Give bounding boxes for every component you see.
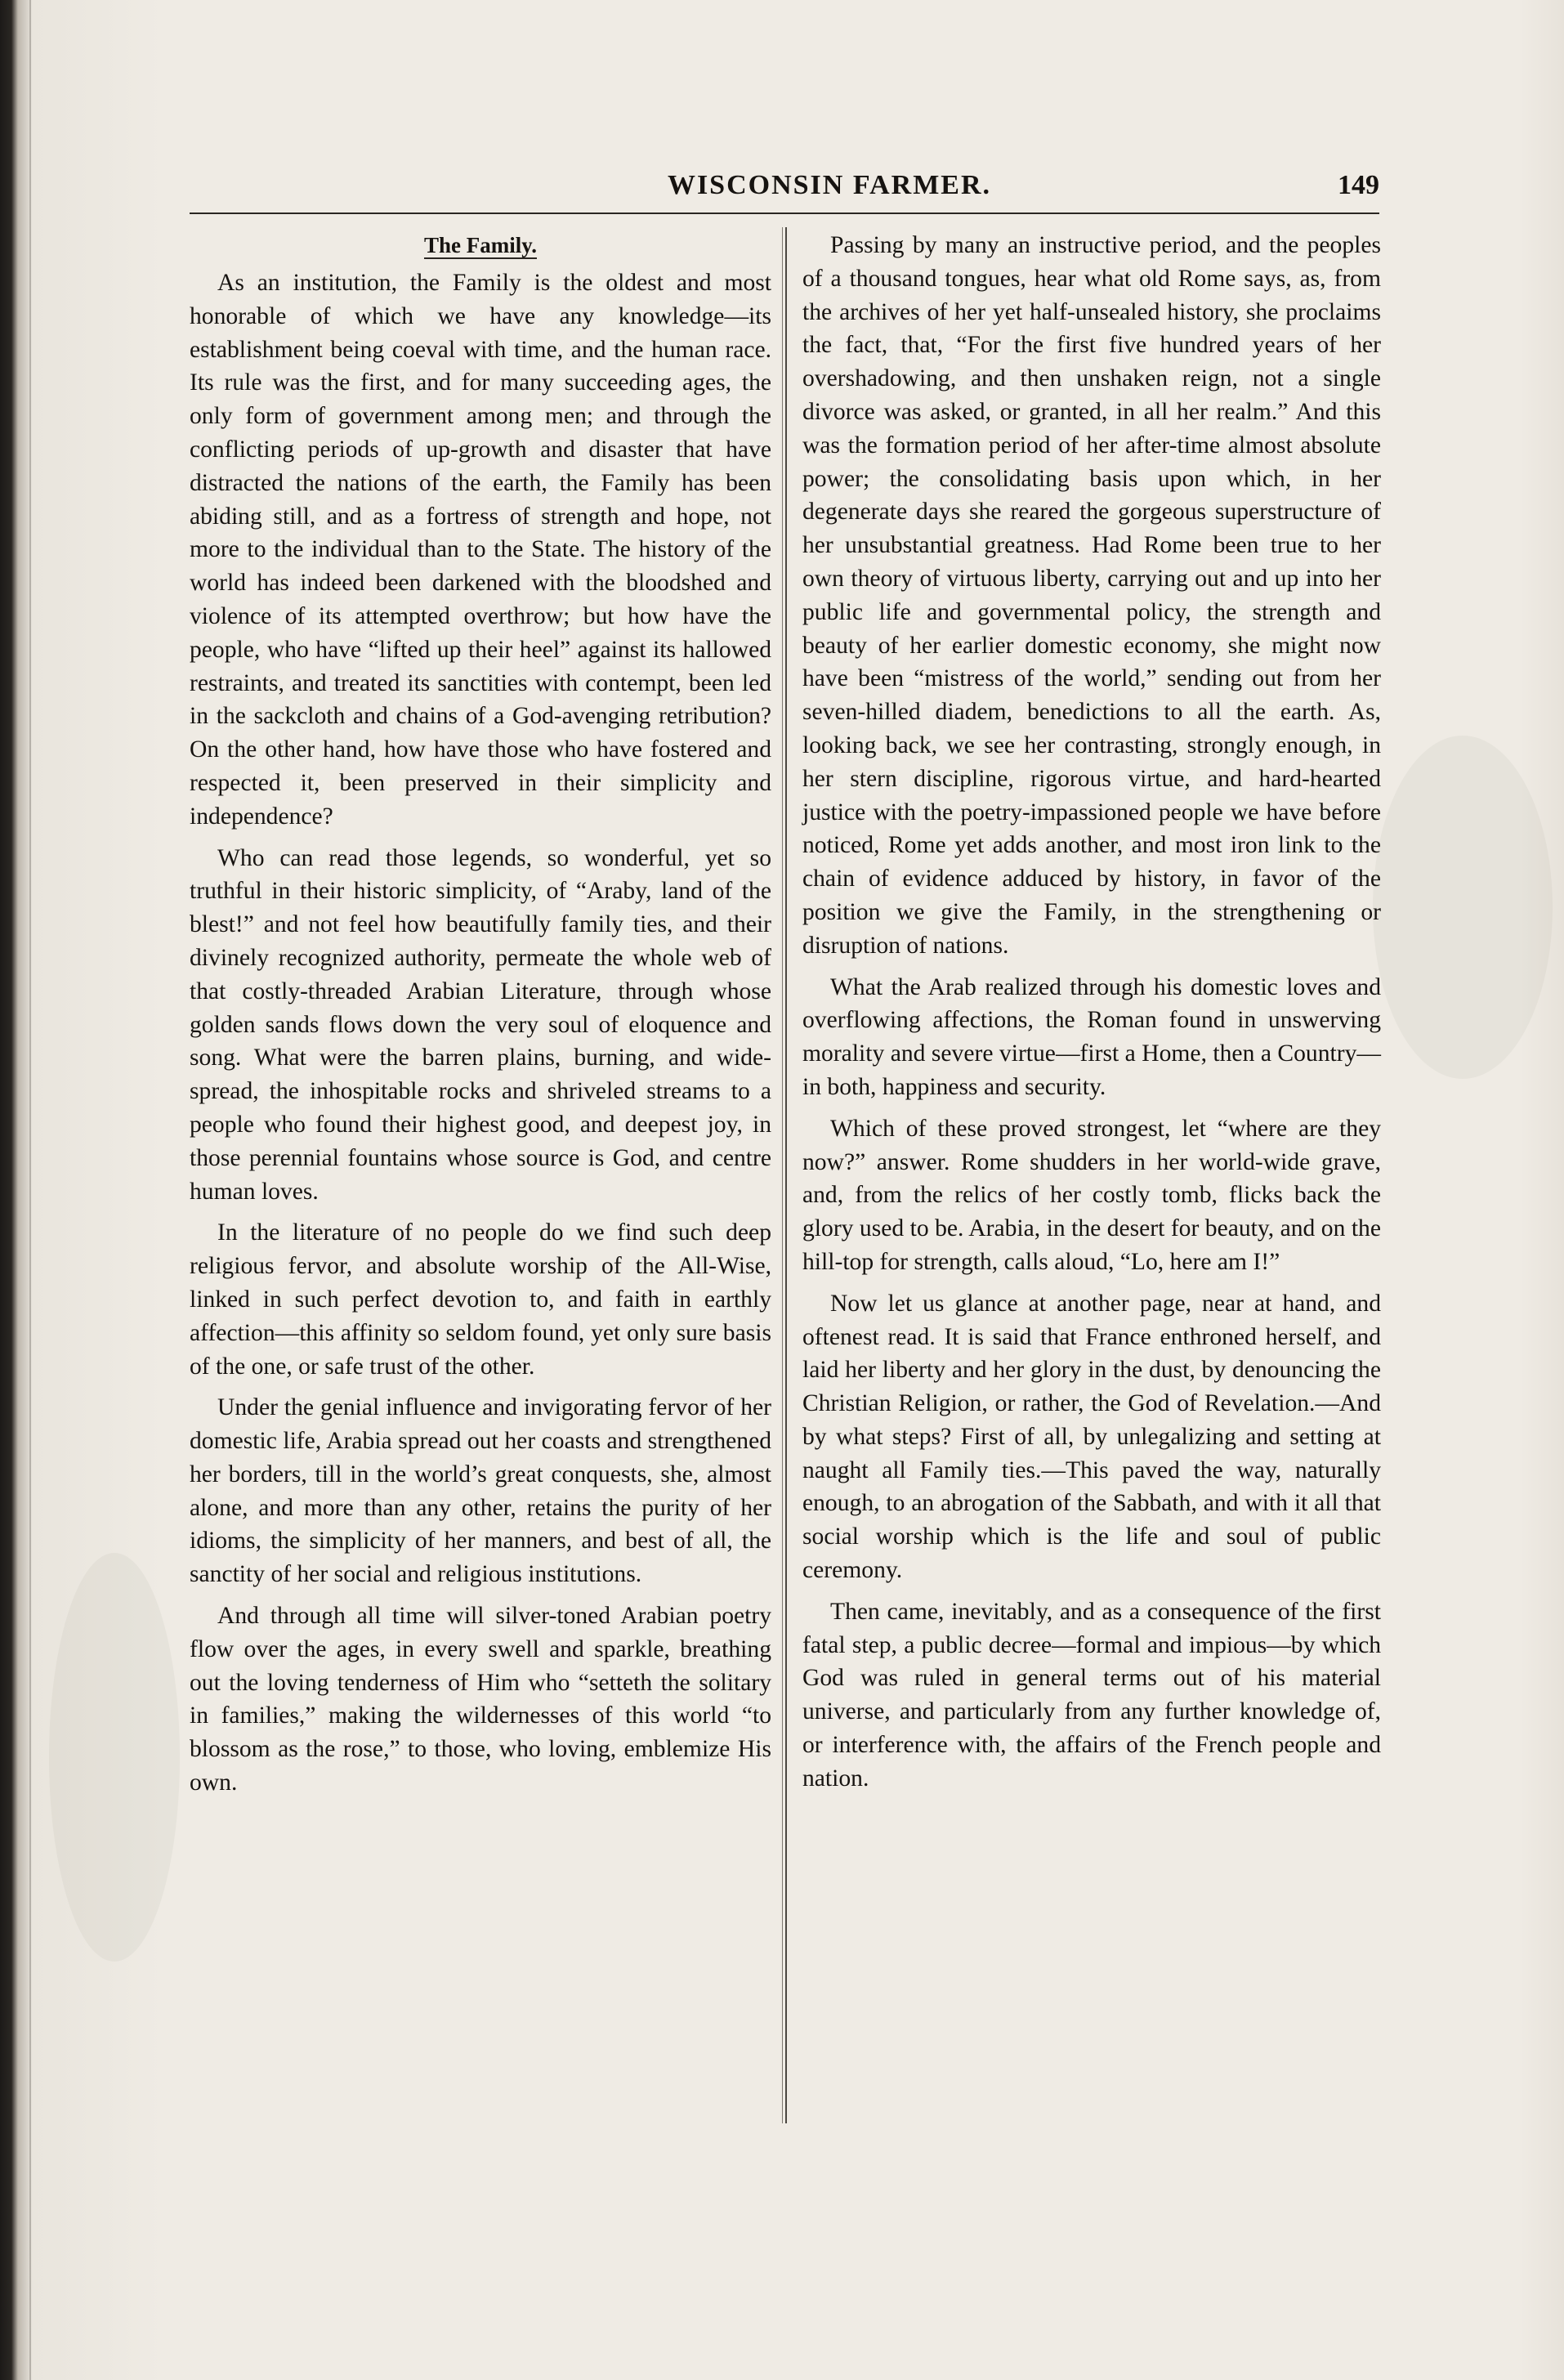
paper-stain	[1373, 736, 1553, 1079]
paragraph: Who can read those legends, so wonderful, yet so truthful in their historic simplicity, of “Araby, land of the blest!” and not feel how beautifully family ties, and their divinely recognized authority, permeate the whole web of that costly-threaded Arabian Literature, through whose golden sands flows down the very soul of eloquence and song. What were the barren plains, burning, and wide-spread, the inhospitable rocks and shriveled streams to a people who found their highest good, and deepest joy, in those perennial fountains whose source is God, and centre human loves.	[190, 844, 771, 1205]
page-number: 149	[1338, 170, 1379, 200]
paragraph: In the literature of no people do we find such deep religious fervor, and absolute worship of the All-Wise, linked in such perfect devotion to, and faith in earthly affection—this affinity so seldom found, yet only sure basis of the one, or safe trust of the other.	[190, 1219, 771, 1380]
paragraph: Which of these proved strongest, let “where are they now?” answer. Rome shudders in her world-wide grave, and, from the relics of her costly tomb, flicks back the glory used to be. Arabia, in the desert for beauty, and on the hill-top for strength, calls aloud, “Lo, here am I!”	[802, 1115, 1381, 1275]
binding-edge	[29, 0, 31, 2380]
paragraph: Now let us glance at another page, near at hand, and oftenest read. It is said that France enthroned herself, and laid her liberty and her glory in the dust, by denouncing the Christian Religion, or rather, the God of Revelation.—And by what steps? First of all, by unlegalizing and setting at naught all Family ties.—This paved the way, naturally enough, to an abrogation of the Sabbath, and with it all that social worship which is the life and soul of public ceremony.	[802, 1290, 1381, 1584]
right-column	[802, 229, 1381, 1804]
paragraph: Then came, inevitably, and as a consequence of the first fatal step, a public decree—formal and impious—by which God was ruled in general terms out of his material universe, and particularly from any further knowledge of, or interference with, the affairs of the French people and nation.	[802, 1598, 1381, 1792]
paper-stain	[49, 1553, 180, 1962]
running-header	[190, 170, 1379, 219]
left-column	[190, 229, 771, 1808]
journal-title: WISCONSIN FARMER.	[667, 170, 992, 200]
paragraph: And through all time will silver-toned Arabian poetry flow over the ages, in every swell and sparkle, breathing out the loving tenderness of Him who “setteth the solitary in families,” making the wildernesses of this world “to blossom as the rose,” to those, who loving, emblemize His own.	[190, 1603, 771, 1796]
paragraph: Passing by many an instructive period, and the peoples of a thousand tongues, hear what old Rome says, as, from the archives of her yet half-unsealed history, she proclaims the fact, that, “For the first five hundred years of her overshadowing, and then unshaken reign, not a single divorce was asked, or granted, in all her realm.” And this was the formation period of her after-time almost absolute power; the consolidating basis upon which, in her degenerate days she reared the gorgeous superstructure of her unsubstantial greatness. Had Rome been true to her own theory of virtuous liberty, carrying out and up into her public life and governmental policy, the strength and beauty of her earlier domestic economy, she might now have been “mistress of the world,” sending out from her seven-hilled diadem, benedictions to all the earth. As, looking back, we see her contrasting, strongly enough, in her stern discipline, rigorous virtue, and hard-hearted justice with the poetry-impassioned people we have before noticed, Rome yet adds another, and most iron link to the chain of evidence adduced by history, in favor of the position we give the Family, in the strengthening or disruption of nations.	[802, 232, 1381, 959]
column-divider	[785, 227, 787, 2123]
paragraph: As an institution, the Family is the oldest and most honorable of which we have any knowledge—its establishment being coeval with time, and the human race. Its rule was the first, and for many succeeding ages, the only form of government among men; and through the conflicting periods of up-growth and disaster that have distracted the nations of the earth, the Family has been abiding still, and as a fortress of strength and hope, not more to the individual than to the State. The history of the world has indeed been darkened with the bloodshed and violence of its attempted overthrow; but how have the people, who have “lifted up their heel” against its hallowed restraints, and treated its sanctities with contempt, been led in the sackcloth and chains of a God-avenging retribution? On the other hand, how have those who have fostered and respected it, been preserved in their simplicity and independence?	[190, 270, 771, 830]
paragraph: Under the genial influence and invigorating fervor of her domestic life, Arabia spread out her coasts and strengthened her borders, till in the world’s great conquests, she, almost alone, and more than any other, retains the purity of her idioms, the simplicity of her manners, and best of all, the sanctity of her social and religious institutions.	[190, 1394, 771, 1588]
article-title	[190, 229, 771, 262]
article-title-text: The Family.	[423, 233, 537, 257]
header-rule	[190, 212, 1379, 214]
paragraph: What the Arab realized through his domestic loves and overflowing affections, the Roman found in unswerving morality and severe virtue—first a Home, then a Country—in both, happiness and security.	[802, 973, 1381, 1100]
column-divider-thin	[782, 227, 783, 2123]
